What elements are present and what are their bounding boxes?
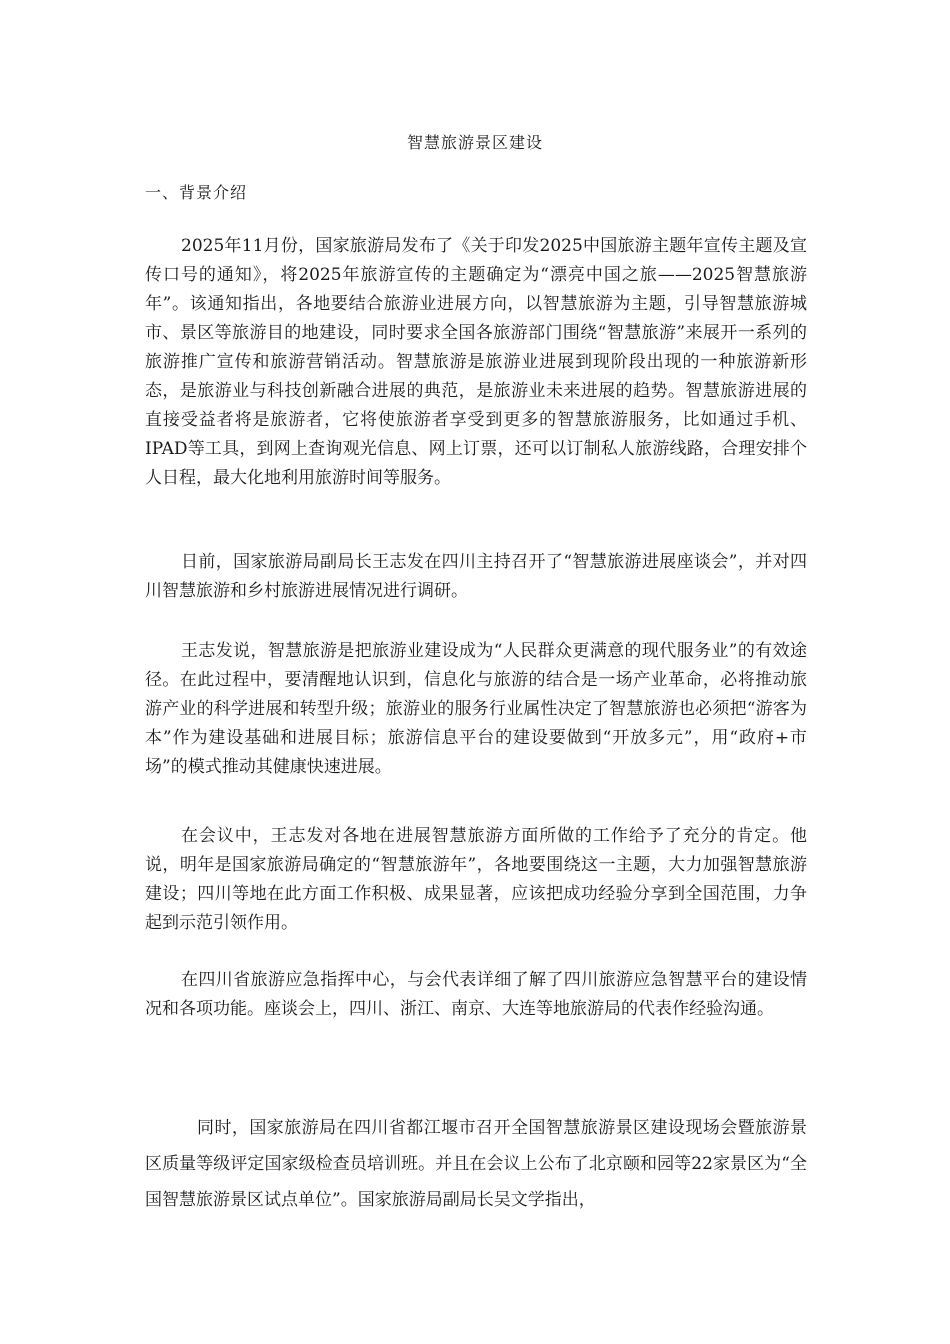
paragraph-background: 2025年11月份，国家旅游局发布了《关于印发2025中国旅游主题年宣传主题及宣传口号的通知》，将2025年旅游宣传的主题确定为“漂亮中国之旅——2025智慧旅游年”。该通知指出，各地要结合旅游业进展方向，以智慧旅游为主题，引导智慧旅游城市、景区等旅游目的地建设，同时要求全国各旅游部门围绕“智慧旅游”来展开一系列的旅游推广宣传和旅游营销活动。智慧旅游是旅游业进展到现阶段出现的一种旅游新形态，是旅游业与科技创新融合进展的典范，是旅游业未来进展的趋势。智慧旅游进展的直接受益者将是旅游者，它将使旅游者享受到更多的智慧旅游服务，比如通过手机、IPAD等工具，到网上查询观光信息、网上订票，还可以订制私人旅游线路，合理安排个人日程，最大化地利用旅游时间等服务。 xyxy=(145,236,807,488)
paragraph-meeting-affirmation: 在会议中，王志发对各地在进展智慧旅游方面所做的工作给予了充分的肯定。他说，明年是国家旅游局确定的“智慧旅游年”，各地要围绕这一主题，大力加强智慧旅游建设；四川等地在此方面工作积极、成果显著，应该把成功经验分享到全国范围，力争起到示范引领作用。 xyxy=(145,826,807,933)
document-title: 智慧旅游景区建设 xyxy=(406,133,543,152)
paragraph-dujiangyan-meeting: 同时，国家旅游局在四川省都江堰市召开全国智慧旅游景区建设现场会暨旅游景区质量等级评定国家级检查员培训班。并且在会议上公布了北京颐和园等22家景区为“全国智慧旅游景区试点单位”。国家旅游局副局长吴文学指出， xyxy=(145,1118,807,1210)
section-heading: 一、背景介绍 xyxy=(145,183,248,202)
paragraph-wang-remarks: 王志发说，智慧旅游是把旅游业建设成为“人民群众更满意的现代服务业”的有效途径。在此过程中，要清醒地认识到，信息化与旅游的结合是一场产业革命，必将推动旅游产业的科学进展和转型升级；旅游业的服务行业属性决定了智慧旅游也必须把“游客为本”作为建设基础和进展目标；旅游信息平台的建设要做到“开放多元”，用“政府+市场”的模式推动其健康快速进展。 xyxy=(145,641,807,777)
paragraph-symposium: 日前，国家旅游局副局长王志发在四川主持召开了“智慧旅游进展座谈会”，并对四川智慧旅游和乡村旅游进展情况进行调研。 xyxy=(145,552,807,601)
paragraph-emergency-center: 在四川省旅游应急指挥中心，与会代表详细了解了四川旅游应急智慧平台的建设情况和各项功能。座谈会上，四川、浙江、南京、大连等地旅游局的代表作经验沟通。 xyxy=(145,970,807,1019)
